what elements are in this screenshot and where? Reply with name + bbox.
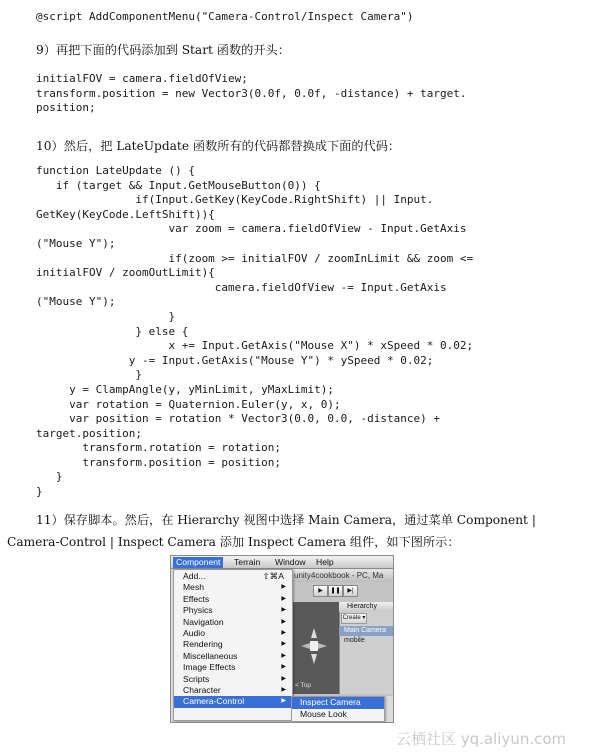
menu-item-label: Effects <box>183 593 210 604</box>
step-11-text-line2: Camera-Control | Inspect Camera 添加 Inspect Camera 组件，如下图所示： <box>7 535 460 549</box>
scene-gizmo-icon[interactable] <box>299 626 329 666</box>
submenu-arrow-icon: ▶ <box>281 675 286 682</box>
menu-help[interactable]: Help <box>316 557 334 567</box>
submenu-arrow-icon: ▶ <box>281 630 286 636</box>
scene-view-label: < Top <box>295 682 311 689</box>
menu-item-scripts[interactable] <box>174 674 292 685</box>
submenu-arrow-icon: ▶ <box>281 698 286 705</box>
hierarchy-create-button[interactable]: Create ▾ <box>341 613 367 624</box>
menu-item-label: Physics <box>183 605 213 616</box>
menu-item-miscellaneous[interactable] <box>174 651 292 662</box>
menu-item-character[interactable] <box>174 685 292 696</box>
camera-control-submenu <box>291 696 385 722</box>
menu-item-shortcut: ⇧⌘A <box>262 571 284 581</box>
unity-menu-screenshot <box>170 555 394 723</box>
submenu-arrow-icon: ▶ <box>281 664 286 671</box>
menu-item-label: Character <box>183 685 221 695</box>
submenu-arrow-icon: ▶ <box>281 641 286 648</box>
window-title: unity4cookbook - PC, Ma <box>291 569 394 582</box>
menu-terrain[interactable]: Terrain <box>234 557 261 567</box>
step-9-text: 9）再把下面的代码添加到 Start 函数的开头： <box>36 43 290 57</box>
menu-item-audio[interactable] <box>174 628 292 639</box>
menu-item-label: Add... <box>183 571 206 581</box>
step-button[interactable]: ▶| <box>343 585 358 597</box>
menu-item-physics[interactable] <box>174 605 292 616</box>
pause-button[interactable]: ❚❚ <box>328 585 343 597</box>
menu-item-navigation[interactable] <box>174 617 292 628</box>
menu-item-effects[interactable] <box>174 594 292 605</box>
menu-item-label: Audio <box>183 628 205 638</box>
submenu-arrow-icon: ▶ <box>281 584 286 591</box>
code-script-attribute: @script AddComponentMenu("Camera-Control/Inspect Camera") <box>36 10 414 23</box>
menu-window[interactable]: Window <box>275 557 306 567</box>
step-10-text: 10）然后，把 LateUpdate 函数所有的代码都替换成下面的代码： <box>36 139 401 153</box>
component-dropdown <box>173 569 293 721</box>
hierarchy-item-mobile[interactable]: mobile <box>344 637 365 644</box>
menu-item-label: Rendering <box>183 639 223 650</box>
step-11-text-line1: 11）保存脚本。然后，在 Hierarchy 视图中选择 Main Camera，通过菜单 Component | <box>36 513 536 527</box>
menu-item-add[interactable] <box>174 571 292 582</box>
code-start-block: initialFOV = camera.fieldOfView; transform.position = new Vector3(0.0f, 0.0f, -distance) + target. position; <box>36 72 467 115</box>
submenu-arrow-icon: ▶ <box>281 687 286 693</box>
menu-bar <box>171 556 393 569</box>
submenu-arrow-icon: ▶ <box>281 618 286 625</box>
menu-component[interactable]: Component <box>173 557 223 568</box>
submenu-mouse-look[interactable]: Mouse Look <box>300 709 347 719</box>
menu-item-rendering[interactable] <box>174 639 292 650</box>
menu-item-label: Mesh <box>183 582 205 593</box>
submenu-arrow-icon: ▶ <box>281 652 286 659</box>
menu-item-label: Camera-Control <box>183 696 245 707</box>
hierarchy-item-main-camera[interactable]: Main Camera <box>339 626 393 636</box>
hierarchy-tab[interactable]: Hierarchy <box>339 602 393 612</box>
submenu-arrow-icon: ▶ <box>281 607 286 614</box>
menu-item-image-effects[interactable] <box>174 662 292 673</box>
menu-item-label: Navigation <box>183 616 224 627</box>
menu-item-camera-control[interactable] <box>174 696 292 707</box>
site-watermark: 云栖社区 yq.aliyun.com <box>396 730 567 748</box>
play-button[interactable]: ▶ <box>313 585 328 597</box>
menu-item-label: Miscellaneous <box>183 650 238 661</box>
code-lateupdate-block: function LateUpdate () { if (target && Input.GetMouseButton(0)) { if(Input.GetKey(KeyCode.RightShift) || Input. GetKey(KeyCode.LeftShift)){ var zoom = camera.fieldOfView - Input.GetAxis ("Mouse Y"); if(zoom >= initialFOV / zoomInLimit && zoom <= initialFOV / zoomOutLimit){ camera.fieldOfView -= Input.GetAxis ("Mouse Y"); } } else { x += Input.GetAxis("Mouse X") * xSpeed * 0.02; y -= Input.GetAxis("Mouse Y") * ySpeed * 0.02; } y = ClampAngle(y, yMinLimit, yMaxLimit); var rotation = Quaternion.Euler(y, x, 0); var position = rotation * Vector3(0.0, 0.0, -distance) + target.position; transform.rotation = rotation; transform.position = position; } } <box>36 164 474 499</box>
menu-item-mesh[interactable] <box>174 582 292 593</box>
submenu-inspect-camera[interactable]: Inspect Camera <box>292 697 384 709</box>
menu-item-label: Scripts <box>183 673 210 684</box>
menu-item-label: Image Effects <box>183 662 236 673</box>
submenu-arrow-icon: ▶ <box>281 595 286 602</box>
